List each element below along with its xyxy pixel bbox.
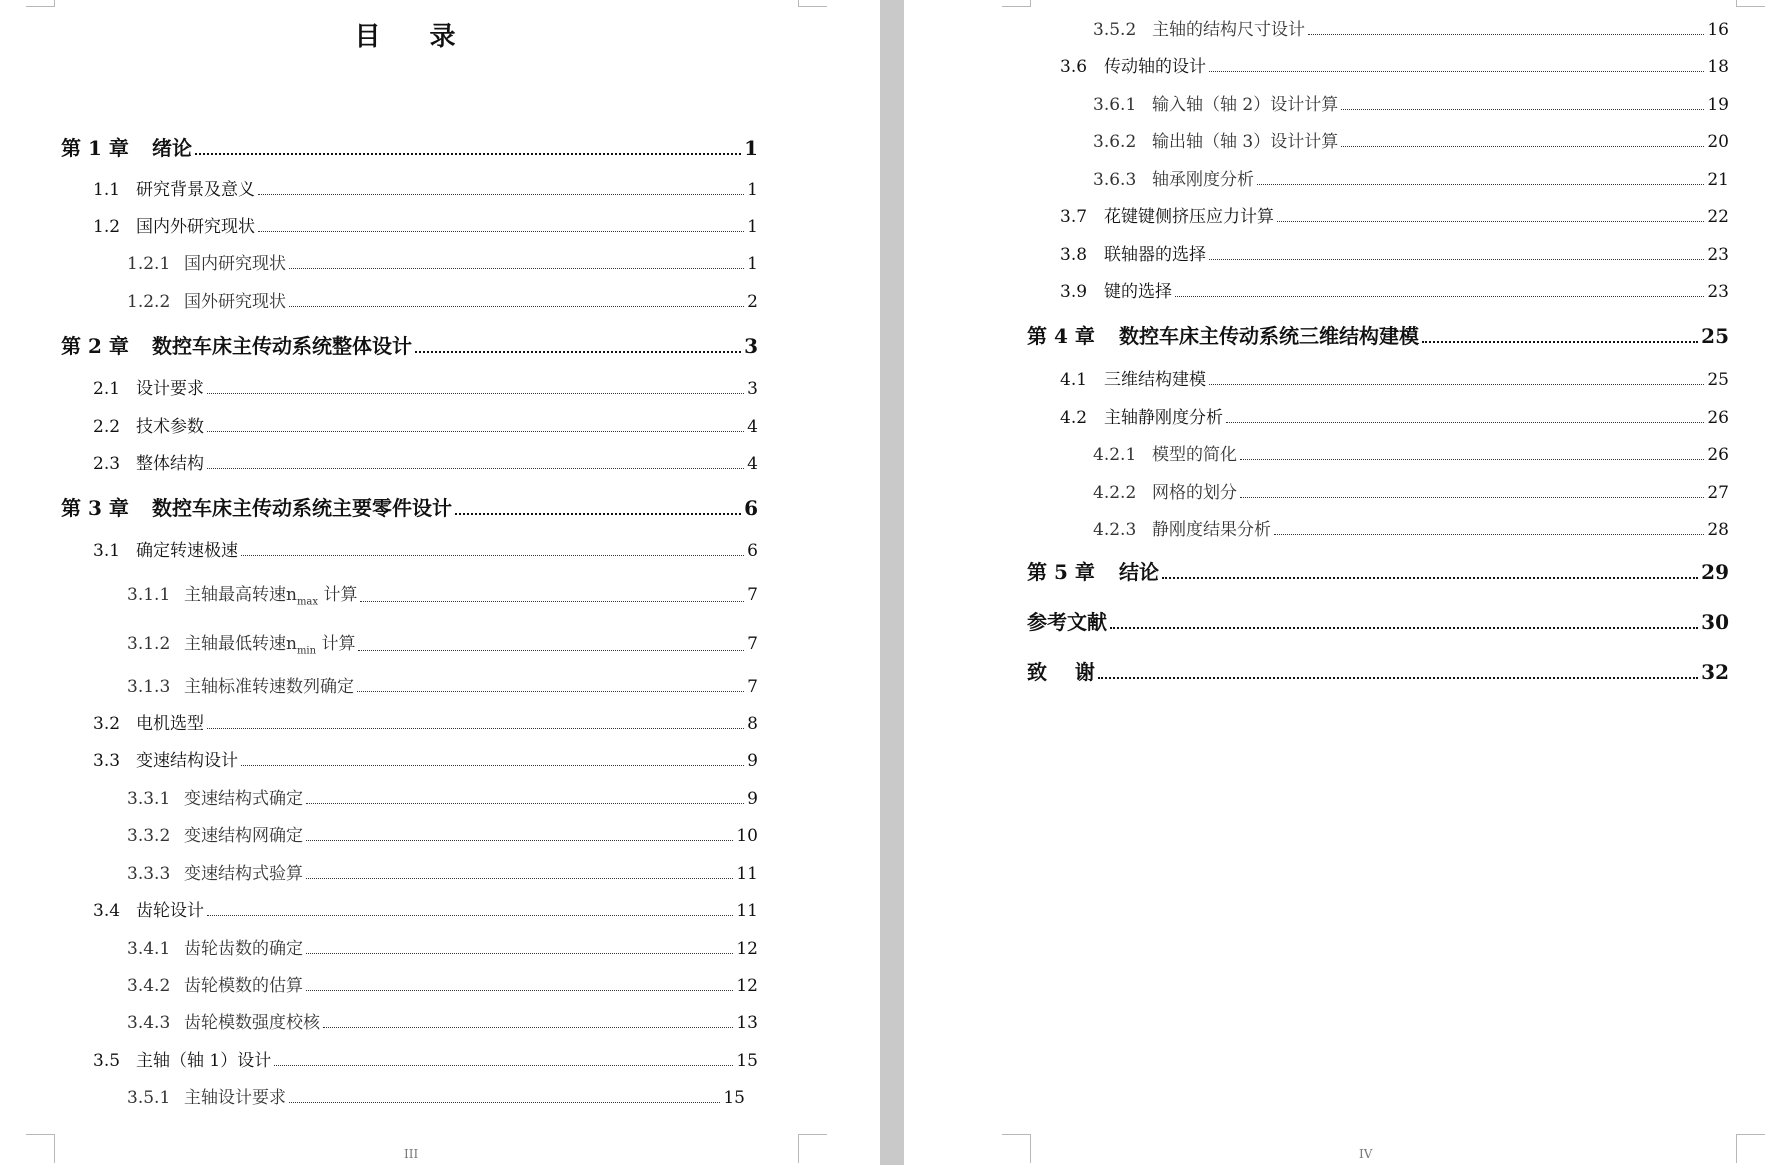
toc-page-number: 6: [744, 496, 758, 520]
toc-subsection[interactable]: [1093, 515, 1729, 540]
toc-page-number: 9: [747, 789, 758, 809]
page-gutter: [880, 0, 904, 1165]
toc-number: 3.8: [1060, 245, 1088, 265]
toc-section[interactable]: [1060, 240, 1729, 265]
toc-page-number: 25: [1701, 324, 1729, 348]
dot-leader: [1098, 676, 1698, 679]
toc-number: 4.2.2: [1093, 483, 1137, 503]
toc-label: 键的选择: [1104, 282, 1172, 302]
toc-section[interactable]: [93, 212, 758, 237]
toc-number: 4.1: [1060, 370, 1088, 390]
crop-mark: [798, 0, 827, 7]
toc-number: 3.1.3: [127, 677, 171, 697]
toc-section[interactable]: [93, 175, 758, 200]
toc-subsection[interactable]: [127, 1083, 745, 1108]
toc-label: 主轴的结构尺寸设计: [1152, 20, 1305, 40]
crop-mark: [1736, 0, 1765, 7]
toc-section[interactable]: [93, 746, 758, 771]
toc-page-number: 26: [1707, 445, 1729, 465]
dot-leader: [289, 305, 744, 307]
page-footer-number: III: [404, 1147, 419, 1161]
toc-label: 模型的简化: [1152, 445, 1237, 465]
toc-chapter[interactable]: [1027, 320, 1729, 349]
toc-label: 参考文献: [1027, 610, 1107, 634]
toc-label: 整体结构: [136, 454, 204, 474]
toc-section[interactable]: [93, 1046, 758, 1071]
toc-page-number: 7: [747, 677, 758, 697]
toc-page-left: [0, 0, 880, 1165]
toc-page-number: 23: [1707, 245, 1729, 265]
dot-leader: [1422, 340, 1698, 343]
toc-subsection[interactable]: [127, 672, 758, 697]
toc-label: 数控车床主传动系统主要零件设计: [152, 496, 452, 520]
toc-chapter[interactable]: [1027, 556, 1729, 585]
toc-page-number: 11: [736, 901, 758, 921]
subscript: max: [296, 596, 319, 608]
toc-number: 第 2 章: [61, 334, 129, 358]
toc-label: 国内研究现状: [184, 254, 286, 274]
toc-number: 3.3.2: [127, 826, 171, 846]
toc-number: 第 3 章: [61, 496, 129, 520]
toc-number: 3.5.2: [1093, 20, 1137, 40]
toc-page-number: 23: [1707, 282, 1729, 302]
toc-number: 第 5 章: [1027, 560, 1095, 584]
dot-leader: [306, 952, 733, 954]
toc-page-right: [904, 0, 1778, 1165]
toc-page-number: 21: [1707, 170, 1729, 190]
toc-number: 3.7: [1060, 207, 1088, 227]
dot-leader: [207, 467, 744, 469]
toc-page-number: 22: [1707, 207, 1729, 227]
dot-leader: [1175, 295, 1704, 297]
dot-leader: [1240, 496, 1704, 498]
toc-number: 3.6.2: [1093, 132, 1137, 152]
dot-leader: [1226, 421, 1704, 423]
toc-page-number: 15: [723, 1088, 745, 1108]
toc-label: 传动轴的设计: [1104, 57, 1206, 77]
toc-label: 技术参数: [136, 417, 204, 437]
toc-label: 齿轮设计: [136, 901, 204, 921]
toc-section[interactable]: [93, 374, 758, 399]
toc-page-number: 6: [747, 541, 758, 561]
toc-number: 2.3: [93, 454, 121, 474]
dot-leader: [195, 152, 741, 155]
toc-page-number: 9: [747, 751, 758, 771]
toc-number: 3.6.3: [1093, 170, 1137, 190]
dot-leader: [1209, 70, 1704, 72]
toc-label: 国外研究现状: [184, 292, 286, 312]
dot-leader: [1209, 383, 1704, 385]
toc-subsection[interactable]: [1093, 90, 1729, 115]
toc-number: 1.2.1: [127, 254, 171, 274]
toc-page-number: 27: [1707, 483, 1729, 503]
dot-leader: [207, 914, 733, 916]
dot-leader: [358, 649, 744, 651]
toc-subsection[interactable]: [1093, 127, 1729, 152]
toc-chapter[interactable]: [61, 330, 758, 359]
toc-page-number: 1: [747, 217, 758, 237]
toc-label: 联轴器的选择: [1104, 245, 1206, 265]
toc-label: 齿轮齿数的确定: [184, 939, 303, 959]
dot-leader: [306, 802, 744, 804]
crop-mark: [1736, 1134, 1765, 1163]
toc-number: 3.4.3: [127, 1013, 171, 1033]
toc-label: 研究背景及意义: [136, 180, 255, 200]
toc-subsection[interactable]: [127, 1008, 758, 1033]
toc-page-number: 3: [747, 379, 758, 399]
toc-page-number: 32: [1701, 660, 1729, 684]
toc-label: 轴承刚度分析: [1152, 170, 1254, 190]
toc-section[interactable]: [93, 709, 758, 734]
dot-leader: [258, 230, 744, 232]
toc-subsection[interactable]: [127, 971, 758, 996]
dot-leader: [1341, 145, 1704, 147]
toc-section[interactable]: [1060, 52, 1729, 77]
toc-subsection[interactable]: [1093, 15, 1729, 40]
toc-section[interactable]: [1060, 403, 1729, 428]
toc-label: 主轴设计要求: [184, 1088, 286, 1108]
toc-number: 3.4: [93, 901, 121, 921]
dot-leader: [306, 877, 733, 879]
toc-label: 齿轮模数强度校核: [184, 1013, 320, 1033]
dot-leader: [241, 764, 744, 766]
toc-subsection[interactable]: [1093, 165, 1729, 190]
toc-page-number: 11: [736, 864, 758, 884]
toc-chapter[interactable]: [61, 132, 758, 161]
toc-number: 3.3.3: [127, 864, 171, 884]
toc-label: [184, 580, 357, 607]
page-title: 目 录: [354, 22, 476, 52]
crop-mark: [798, 1134, 827, 1163]
toc-subsection[interactable]: [127, 249, 758, 274]
toc-page-number: 7: [747, 585, 758, 605]
toc-label: 静刚度结果分析: [1152, 520, 1271, 540]
toc-label: 主轴静刚度分析: [1104, 408, 1223, 428]
toc-number: 1.2.2: [127, 292, 171, 312]
toc-page-number: 7: [747, 634, 758, 654]
toc-number: 3.3.1: [127, 789, 171, 809]
toc-number: 3.4.1: [127, 939, 171, 959]
toc-page-number: 1: [747, 180, 758, 200]
toc-page-number: 25: [1707, 370, 1729, 390]
toc-number: 3.1.1: [127, 585, 171, 605]
toc-subsection[interactable]: [127, 629, 758, 656]
page-footer-number: IV: [1359, 1147, 1373, 1161]
toc-label: 主轴（轴 1）设计: [136, 1051, 272, 1071]
dot-leader: [1277, 220, 1704, 222]
dot-leader: [1110, 626, 1698, 629]
dot-leader: [289, 1101, 720, 1103]
toc-page-number: 20: [1707, 132, 1729, 152]
toc-label: 变速结构式验算: [184, 864, 303, 884]
dot-leader: [1240, 458, 1704, 460]
toc-subsection[interactable]: [127, 859, 758, 884]
dot-leader: [241, 554, 744, 556]
dot-leader: [323, 1026, 733, 1028]
toc-number: 3.6.1: [1093, 95, 1137, 115]
toc-label-suffix: 计算: [316, 634, 356, 654]
toc-page-number: 4: [747, 454, 758, 474]
toc-label: [184, 629, 355, 656]
toc-number: 3.6: [1060, 57, 1088, 77]
dot-leader: [306, 989, 733, 991]
dot-leader: [357, 690, 744, 692]
dot-leader: [1308, 33, 1704, 35]
toc-number: 2.1: [93, 379, 121, 399]
toc-number: 4.2.1: [1093, 445, 1137, 465]
toc-page-number: 1: [747, 254, 758, 274]
toc-label: 变速结构网确定: [184, 826, 303, 846]
toc-number: 1.1: [93, 180, 121, 200]
toc-number: 3.5.1: [127, 1088, 171, 1108]
toc-chapter[interactable]: [1027, 606, 1729, 635]
dot-leader: [415, 350, 741, 353]
toc-label: 主轴标准转速数列确定: [184, 677, 354, 697]
toc-label: 变速结构式确定: [184, 789, 303, 809]
toc-number: 3.2: [93, 714, 121, 734]
dot-leader: [306, 839, 733, 841]
dot-leader: [207, 392, 744, 394]
dot-leader: [258, 193, 744, 195]
dot-leader: [207, 430, 744, 432]
dot-leader: [207, 727, 744, 729]
dot-leader: [1162, 576, 1698, 579]
crop-mark: [1002, 1134, 1031, 1163]
toc-label: 数控车床主传动系统整体设计: [152, 334, 412, 358]
toc-label: 网格的划分: [1152, 483, 1237, 503]
toc-number: 4.2.3: [1093, 520, 1137, 540]
toc-page-number: 28: [1707, 520, 1729, 540]
dot-leader: [360, 600, 744, 602]
toc-section[interactable]: [93, 896, 758, 921]
toc-page-number: 29: [1701, 560, 1729, 584]
dot-leader: [1257, 183, 1704, 185]
toc-number: 3.1: [93, 541, 121, 561]
toc-number: 1.2: [93, 217, 121, 237]
toc-page-number: 13: [736, 1013, 758, 1033]
toc-label: 变速结构设计: [136, 751, 238, 771]
toc-subsection[interactable]: [1093, 478, 1729, 503]
toc-label: 三维结构建模: [1104, 370, 1206, 390]
toc-number: 3.1.2: [127, 634, 171, 654]
toc-number: 第 4 章: [1027, 324, 1095, 348]
toc-label: 国内外研究现状: [136, 217, 255, 237]
toc-label: 设计要求: [136, 379, 204, 399]
toc-page-number: 1: [744, 136, 758, 160]
toc-page-number: 8: [747, 714, 758, 734]
toc-subsection[interactable]: [127, 934, 758, 959]
toc-subsection[interactable]: [127, 580, 758, 607]
toc-subsection[interactable]: [127, 287, 758, 312]
toc-number: 3.4.2: [127, 976, 171, 996]
toc-label: 确定转速极速: [136, 541, 238, 561]
toc-label: 绪论: [152, 136, 192, 160]
toc-page-number: 12: [736, 939, 758, 959]
toc-chapter[interactable]: [61, 492, 758, 521]
toc-number: 3.9: [1060, 282, 1088, 302]
crop-mark: [26, 1134, 55, 1163]
toc-page-number: 10: [736, 826, 758, 846]
toc-label: 花键键侧挤压应力计算: [1104, 207, 1274, 227]
toc-label: 结论: [1119, 560, 1159, 584]
subscript: min: [296, 645, 317, 657]
toc-label-text: 主轴最低转速n: [184, 634, 297, 654]
toc-page-number: 3: [744, 334, 758, 358]
toc-page-number: 4: [747, 417, 758, 437]
toc-label: 输出轴（轴 3）设计计算: [1152, 132, 1339, 152]
toc-chapter[interactable]: [1027, 656, 1729, 685]
toc-subsection[interactable]: [127, 821, 758, 846]
dot-leader: [1274, 533, 1704, 535]
toc-page-number: 30: [1701, 610, 1729, 634]
toc-subsection[interactable]: [1093, 440, 1729, 465]
dot-leader: [455, 512, 741, 515]
toc-page-number: 15: [736, 1051, 758, 1071]
toc-number: 4.2: [1060, 408, 1088, 428]
toc-section[interactable]: [93, 536, 758, 561]
toc-section[interactable]: [1060, 277, 1729, 302]
toc-label: 齿轮模数的估算: [184, 976, 303, 996]
toc-number: 第 1 章: [61, 136, 129, 160]
toc-number: 2.2: [93, 417, 121, 437]
crop-mark: [1002, 0, 1031, 7]
toc-section[interactable]: [93, 412, 758, 437]
toc-page-number: 16: [1707, 20, 1729, 40]
toc-label: 输入轴（轴 2）设计计算: [1152, 95, 1339, 115]
toc-label-text: 主轴最高转速n: [184, 585, 297, 605]
dot-leader: [289, 267, 744, 269]
toc-number: 3.3: [93, 751, 121, 771]
toc-page-number: 18: [1707, 57, 1729, 77]
toc-section[interactable]: [93, 449, 758, 474]
crop-mark: [26, 0, 55, 7]
dot-leader: [1341, 108, 1704, 110]
dot-leader: [1209, 258, 1704, 260]
toc-subsection[interactable]: [127, 784, 758, 809]
toc-label: 电机选型: [136, 714, 204, 734]
toc-section[interactable]: [1060, 202, 1729, 227]
toc-section[interactable]: [1060, 365, 1729, 390]
toc-page-number: 19: [1707, 95, 1729, 115]
toc-label-suffix: 计算: [318, 585, 358, 605]
toc-page-number: 2: [747, 292, 758, 312]
toc-page-number: 12: [736, 976, 758, 996]
toc-label: 致 谢: [1027, 660, 1095, 684]
toc-number: 3.5: [93, 1051, 121, 1071]
toc-label: 数控车床主传动系统三维结构建模: [1119, 324, 1419, 348]
toc-page-number: 26: [1707, 408, 1729, 428]
dot-leader: [274, 1064, 733, 1066]
